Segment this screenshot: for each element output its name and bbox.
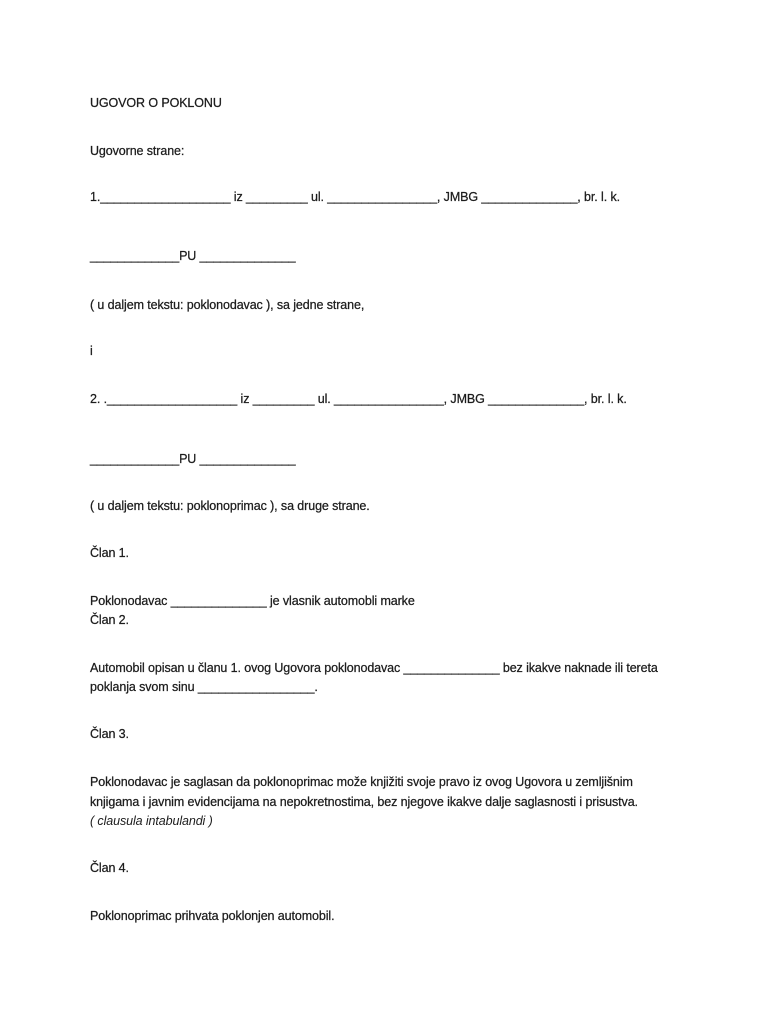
clan1-heading: Član 1. <box>90 546 129 560</box>
clan3-heading: Član 3. <box>90 727 129 741</box>
clan4-heading: Član 4. <box>90 861 129 875</box>
party1-details: 1.___________________ iz _________ ul. ________________, JMBG ______________, br. l. k. <box>90 190 620 204</box>
party2-police-station: _____________PU ______________ <box>90 452 296 466</box>
clan1-text: Poklonodavac ______________ je vlasnik automobli marke <box>90 594 415 608</box>
party1-police-station: _____________PU ______________ <box>90 249 296 263</box>
party2-details: 2. .___________________ iz _________ ul. ________________, JMBG ______________, br. l. k. <box>90 392 627 406</box>
party2-role: ( u daljem tekstu: poklonoprimac ), sa druge strane. <box>90 499 370 513</box>
clan2-heading: Član 2. <box>90 613 129 627</box>
clan2-text-line2: poklanja svom sinu _________________. <box>90 680 318 694</box>
clan3-text-line2: knjigama i javnim evidencijama na nepokretnostima, bez njegove ikakve dalje saglasnosti i prisustva. <box>90 795 638 809</box>
conjunction: i <box>90 344 93 358</box>
document-title: UGOVOR O POKLONU <box>90 96 222 110</box>
clan3-text-line3: ( clausula intabulandi ) <box>90 814 213 828</box>
clan3-text-line1: Poklonodavac je saglasan da poklonoprimac može knjižiti svoje pravo iz ovog Ugovora u zemljišnim <box>90 775 633 789</box>
clan4-text: Poklonoprimac prihvata poklonjen automobil. <box>90 909 335 923</box>
clan2-text-line1: Automobil opisan u članu 1. ovog Ugovora poklonodavac ______________ bez ikakve naknade ili tereta <box>90 661 658 675</box>
parties-heading: Ugovorne strane: <box>90 144 185 158</box>
party1-role: ( u daljem tekstu: poklonodavac ), sa jedne strane, <box>90 298 365 312</box>
